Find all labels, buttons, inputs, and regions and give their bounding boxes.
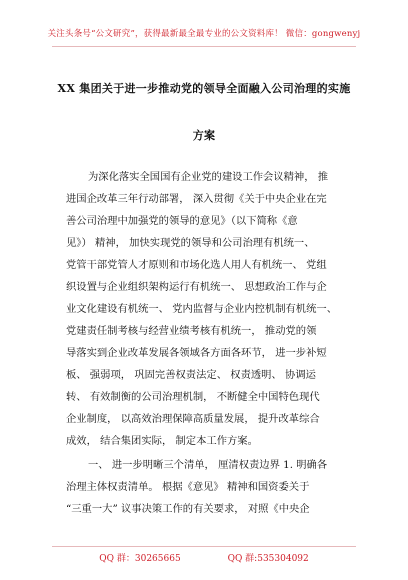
- body-line-2: 进国企改革三年行动部署， 深入贯彻《关于中央企业在完: [66, 193, 327, 205]
- document-title-line-1: XX 集团关于进一步推动党的领导全面融入公司治理的实施: [57, 82, 351, 95]
- body-line-5: 党管干部党管人才原则和市场化选人用人有机统一、 党组: [66, 259, 327, 271]
- footer-divider: [52, 546, 356, 547]
- body-line-1: 为深化落实全国国有企业党的建设工作会议精神， 推: [88, 171, 329, 183]
- body-line-14: 一、 进一步明晰三个清单， 厘清权责边界 1. 明确各: [88, 459, 328, 471]
- body-line-16: “三重一大” 议事决策工作的有关要求， 对照《中央企: [66, 503, 310, 515]
- footer: [0, 551, 408, 564]
- footer-qq-group-1: QQ 群：30265665: [99, 554, 181, 564]
- body-line-9: 导落实到企业改革发展各领域各方面各环节， 进一步补短: [66, 347, 327, 359]
- body-line-7: 业文化建设有机统一、 党内监督与企业内控机制有机统一、: [66, 303, 337, 315]
- body-line-15: 治理主体权责清单。 根据《意见》 精神和国资委关于: [66, 481, 310, 493]
- body-line-6: 织设置与企业组织架构运行有机统一、 思想政治工作与企: [66, 281, 327, 293]
- footer-qq-group-2: QQ 群:535304092: [227, 554, 309, 564]
- body-line-3: 善公司治理中加强党的领导的意见》（以下简称《意: [66, 215, 298, 227]
- body-line-8: 党建责任制考核与经营业绩考核有机统一， 推动党的领: [66, 325, 317, 337]
- body-line-10: 板、 强弱项， 巩固完善权责法定、 权责透明、 协调运: [66, 369, 316, 381]
- document-title-line-2: 方案: [192, 129, 216, 142]
- body-line-12: 企业制度， 以高效治理保障高质量发展， 提升改革综合: [66, 413, 320, 425]
- header-divider: [52, 46, 356, 47]
- body-line-13: 成效， 结合集团实际， 制定本工作方案。: [66, 435, 258, 447]
- body-line-11: 转、 有效制衡的公司治理机制， 不断健全中国特色现代: [66, 391, 320, 403]
- body-line-4: 见》） 精神， 加快实现党的领导和公司治理有机统一、: [66, 237, 315, 249]
- header-banner: 关注头条号“公文研究”，获得最新最全最专业的公文资料库！ 微信：gongwenyj: [47, 29, 361, 39]
